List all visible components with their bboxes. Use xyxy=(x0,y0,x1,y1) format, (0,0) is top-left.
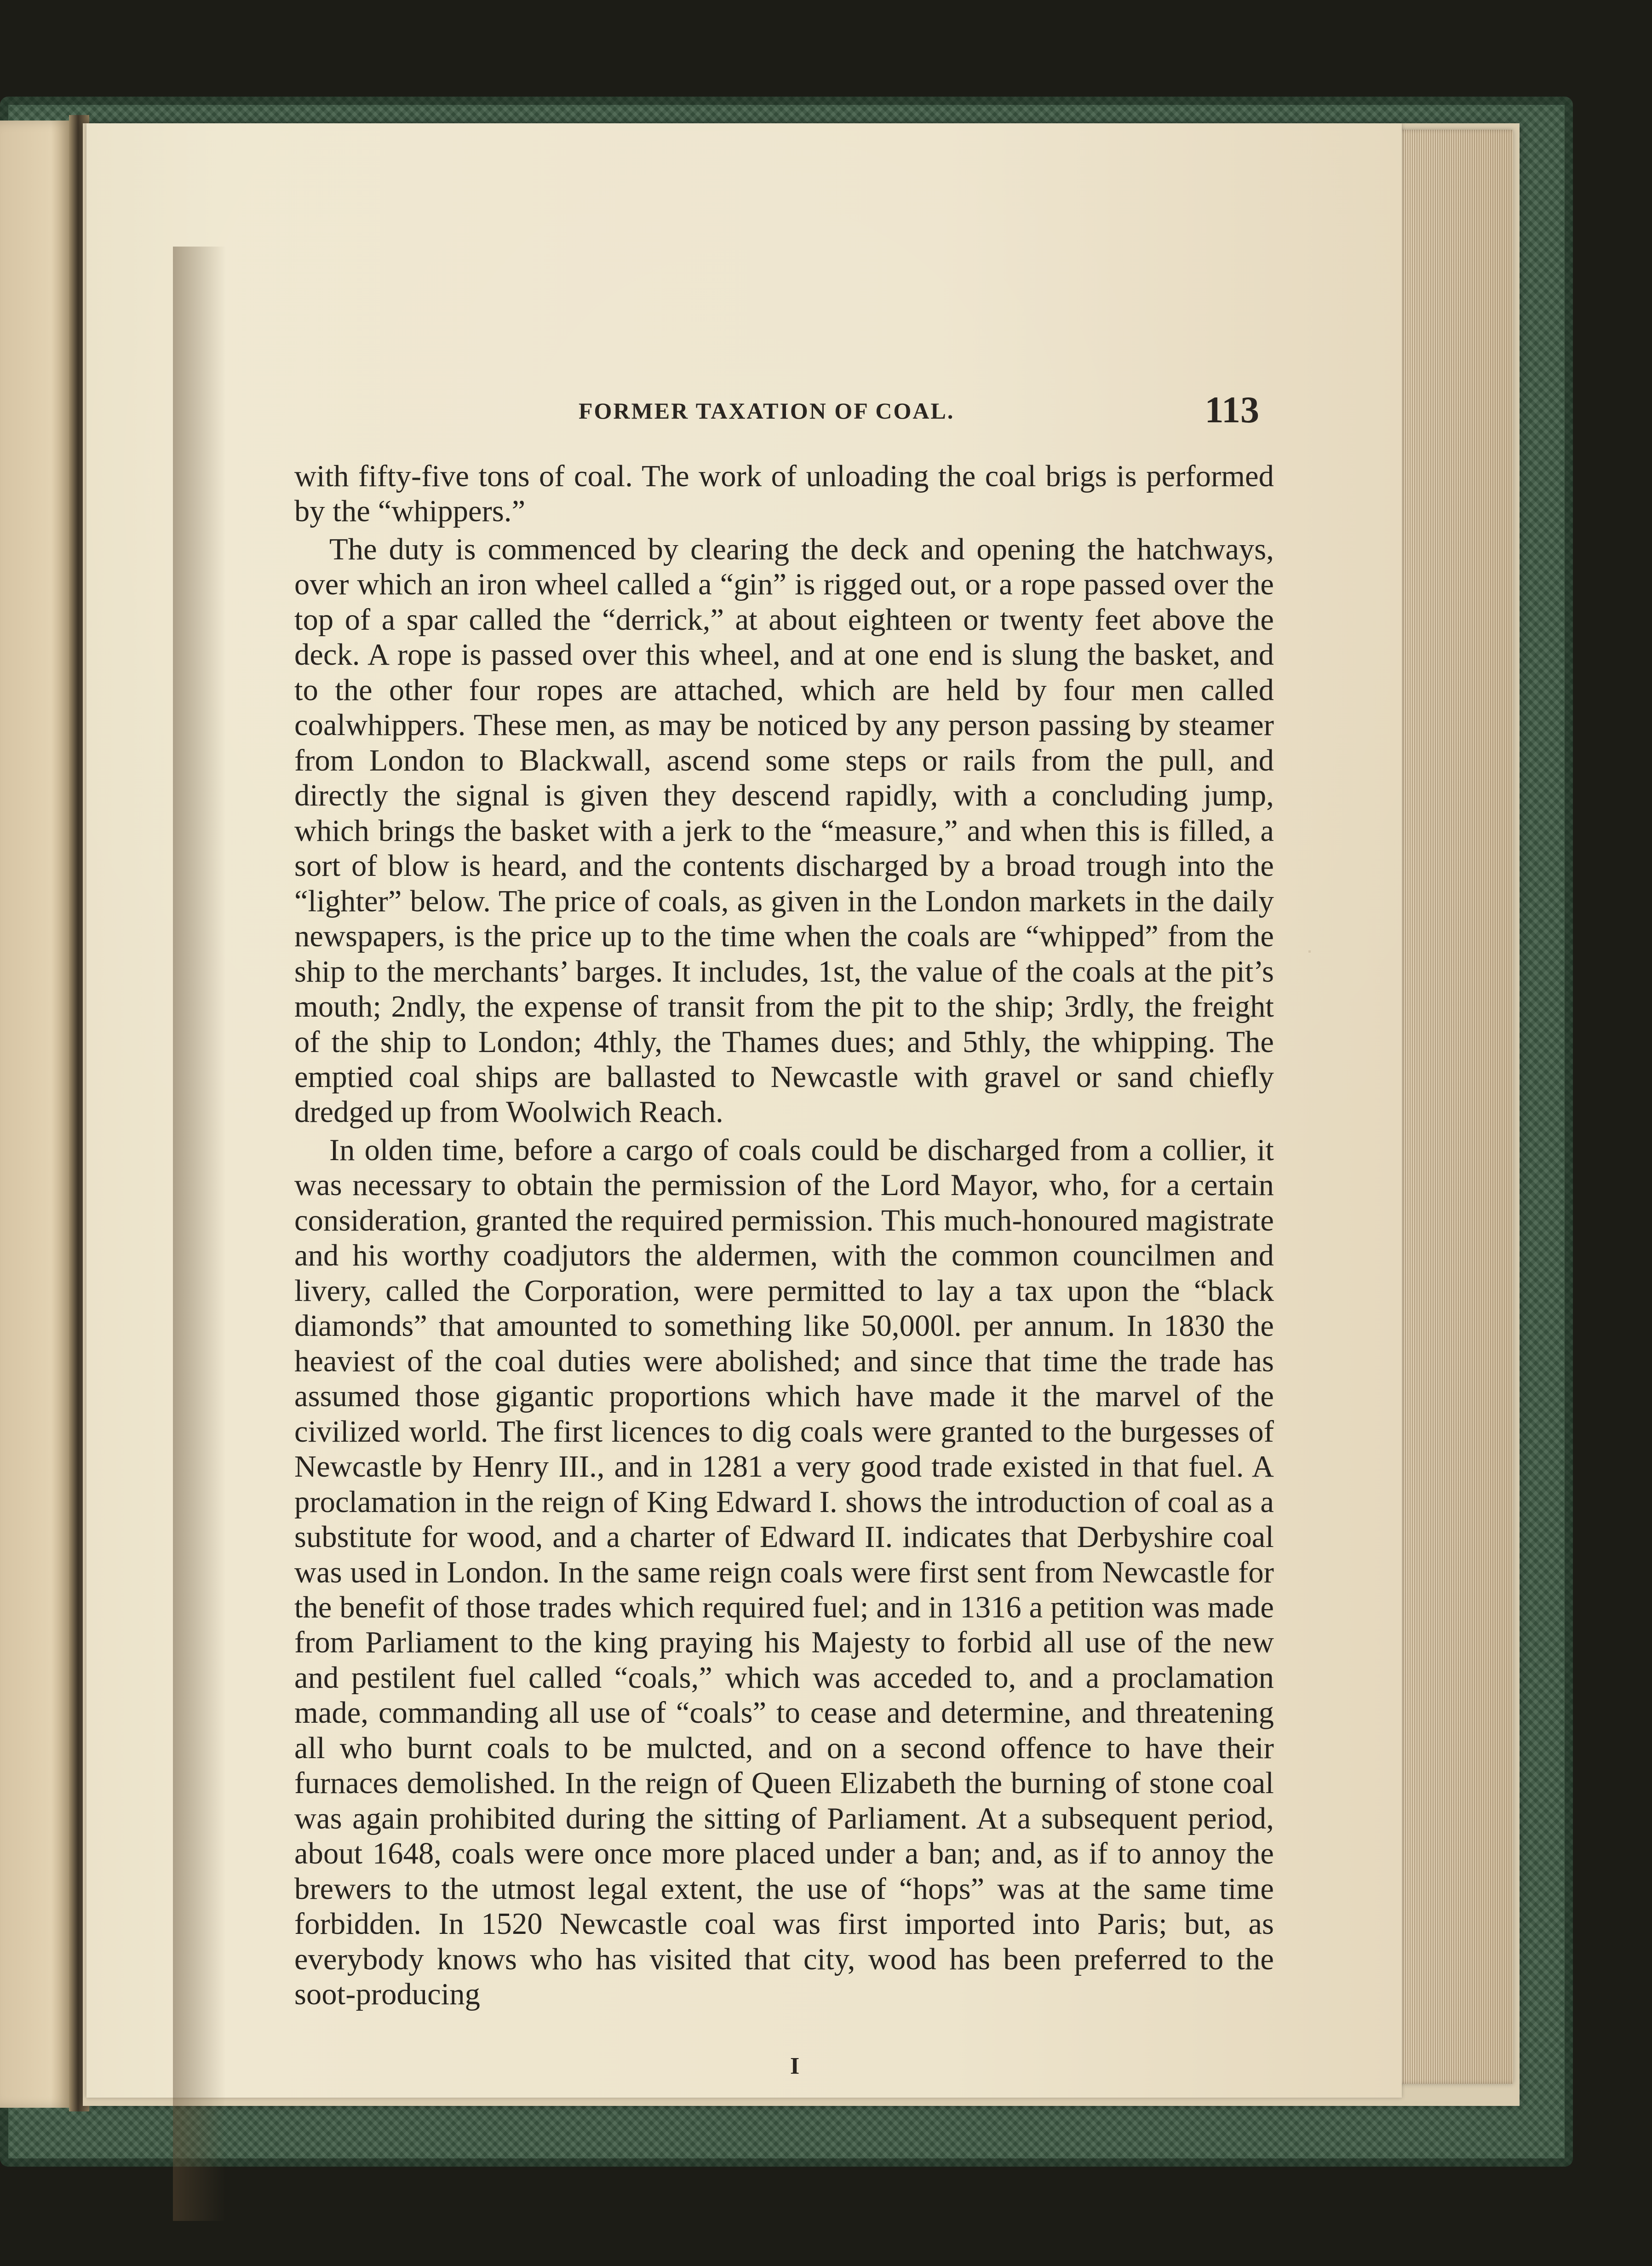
page-number: 113 xyxy=(1205,389,1259,431)
paragraph-3: In olden time, before a cargo of coals could be discharged from a collier, it was necessary to obtain the permission of the Lord Mayor, who, for a certain consideration, granted the required permission. This much-honoured magistrate and his worthy coadjutors the aldermen, with the common councilmen and livery, called the Corporation, were permitted to lay a tax upon the “black diamonds” that amounted to something like 50,000l. per annum. In 1830 the heaviest of the coal duties were abolished; and since that time the trade has assumed those gigantic proportions which have made it the marvel of the civilized world. The first licences to dig coals were granted to the burgesses of Newcastle by Henry III., and in 1281 a very good trade existed in that fuel. A proclamation in the reign of King Edward I. shows the introduction of coal as a substitute for wood, and a charter of Edward II. indicates that Derbyshire coal was used in London. In the same reign coals were first sent from Newcastle for the benefit of those trades which required fuel; and in 1316 a petition was made from Parliament to the king praying his Majesty to forbid all use of the new and pestilent fuel called “coals,” which was acceded to, and a proclamation made, commanding all use of “coals” to cease and determine, and threatening all who burnt coals to be mulcted, and on a second offence to have their furnaces demolished. In the reign of Queen Elizabeth the burning of stone coal was again prohibited during the sitting of Parliament. At a subsequent period, about 1648, coals were once more placed under a ban; and, as if to annoy the brewers to the utmost legal extent, the use of “hops” was at the same time forbidden. In 1520 Newcastle coal was first imported into Paris; but, as everybody knows who has visited that city, wood has been preferred to the soot-producing xyxy=(294,1133,1274,2012)
body-text xyxy=(294,459,1274,2013)
signature-mark: I xyxy=(790,2053,800,2079)
paragraph-2: The duty is commenced by clearing the deck and opening the hatchways, over which an iron wheel called a “gin” is rigged out, or a rope passed over the top of a spar called the “derrick,” at about eighteen or twenty feet above the deck. A rope is passed over this wheel, and at one end is slung the basket, and to the other four ropes are attached, which are held by four men called coalwhippers. These men, as may be noticed by any person passing by steamer from London to Blackwall, ascend some steps or rails from the pull, and directly the signal is given they descend rapidly, with a concluding jump, which brings the basket with a jerk to the “measure,” and when this is filled, a sort of blow is heard, and the contents discharged by a broad trough into the “lighter” below. The price of coals, as given in the London markets in the daily newspapers, is the price up to the time when the coals are “whipped” from the ship to the merchants’ barges. It includes, 1st, the value of the coals at the pit’s mouth; 2ndly, the expense of transit from the pit to the ship; 3rdly, the freight of the ship to London; 4thly, the Thames dues; and 5thly, the whipping. The emptied coal ships are ballasted to Newcastle with gravel or sand chiefly dredged up from Woolwich Reach. xyxy=(294,532,1274,1129)
spine-shadow xyxy=(173,247,226,2221)
running-head xyxy=(303,391,1259,446)
facing-page-edge xyxy=(0,121,73,2108)
running-head-title: FORMER TAXATION OF COAL. xyxy=(579,398,955,424)
paragraph-1: with fifty-five tons of coal. The work of unloading the coal brigs is performed by the “whippers.” xyxy=(294,460,1274,529)
paper-wear-marks xyxy=(1309,353,1310,354)
printed-book-page xyxy=(86,123,1402,2098)
